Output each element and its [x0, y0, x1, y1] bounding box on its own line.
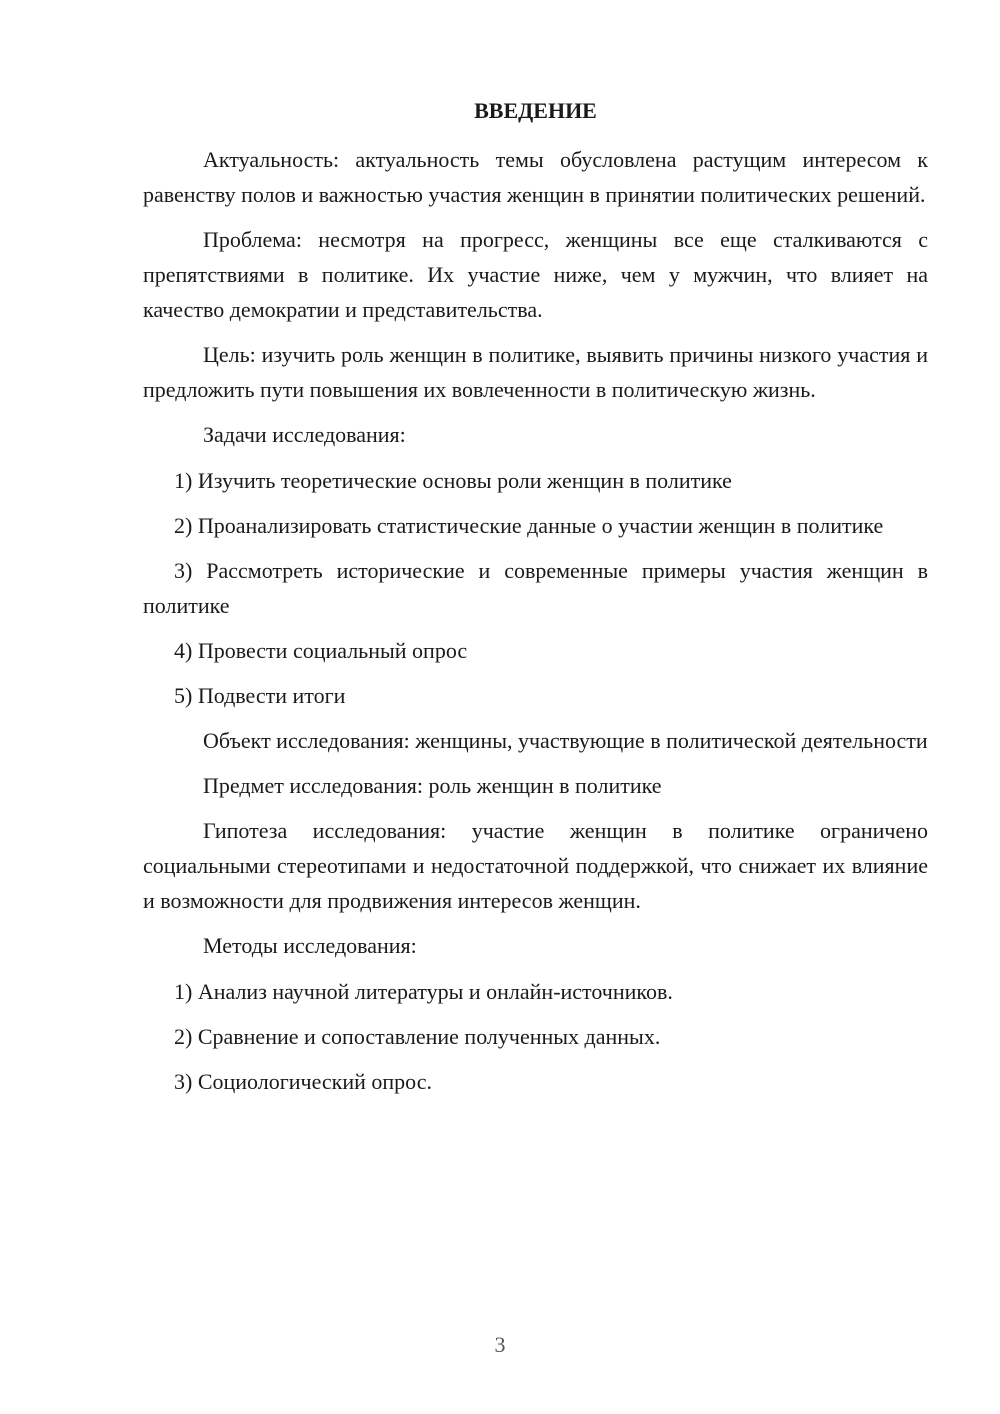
methods-heading: Методы исследования:	[203, 933, 417, 958]
method-item: 1) Анализ научной литературы и онлайн-источников.	[174, 979, 673, 1004]
tasks-heading: Задачи исследования:	[203, 422, 406, 447]
paragraph-relevance: Актуальность: актуальность темы обусловлена растущим интересом к равенству полов и важностью участия женщин в принятии политических решений.	[143, 147, 928, 207]
task-item: 1) Изучить теоретические основы роли женщин в политике	[174, 468, 732, 493]
method-item: 3) Социологический опрос.	[174, 1069, 432, 1094]
paragraph-problem: Проблема: несмотря на прогресс, женщины все еще сталкиваются с препятствиями в политике. Их участие ниже, чем у мужчин, что влияет на качество демократии и представительства.	[143, 227, 928, 322]
paragraph-hypothesis: Гипотеза исследования: участие женщин в политике ограничено социальными стереотипами и недостаточной поддержкой, что снижает их влияние и возможности для продвижения интересов женщин.	[143, 818, 928, 913]
task-item: 4) Провести социальный опрос	[174, 638, 468, 663]
task-item: 3) Рассмотреть исторические и современные примеры участия женщин в политике	[143, 558, 928, 618]
task-item: 2) Проанализировать статистические данные о участии женщин в политике	[174, 513, 884, 538]
page-title: ВВЕДЕНИЕ	[474, 98, 597, 123]
paragraph-goal: Цель: изучить роль женщин в политике, выявить причины низкого участия и предложить пути повышения их вовлеченности в политическую жизнь.	[143, 342, 928, 402]
method-item: 2) Сравнение и сопоставление полученных данных.	[174, 1024, 661, 1049]
document-body	[143, 93, 928, 1109]
page-number: 3	[494, 1332, 506, 1357]
task-item: 5) Подвести итоги	[174, 683, 346, 708]
paragraph-object: Объект исследования: женщины, участвующие в политической деятельности	[203, 728, 928, 753]
paragraph-subject: Предмет исследования: роль женщин в политике	[203, 773, 662, 798]
